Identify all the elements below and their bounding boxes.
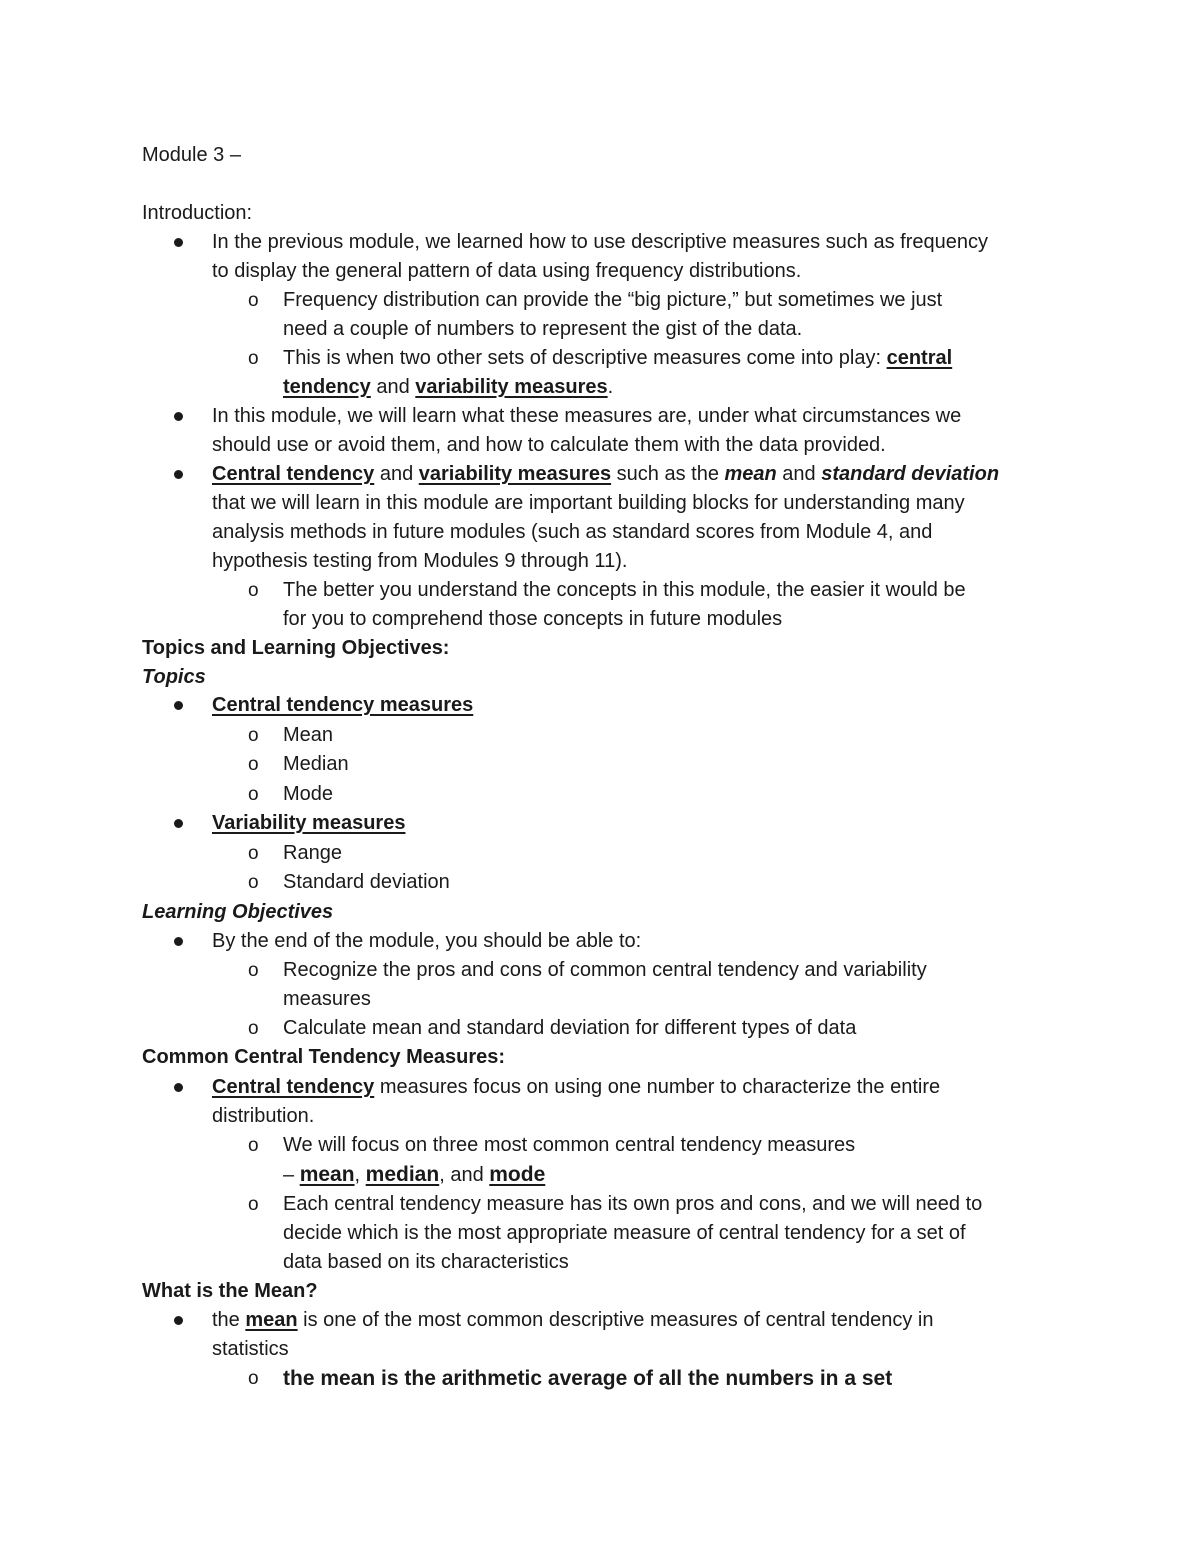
intro-bullet-2-line-2: should use or avoid them, and how to calculate them with the data provided. xyxy=(212,434,886,456)
text-run: . xyxy=(607,376,614,398)
sub-bullet-icon: o xyxy=(248,843,259,864)
sub-bullet-icon: o xyxy=(248,580,259,601)
intro-bullet-3-line-4: hypothesis testing from Modules 9 through 11). xyxy=(212,550,628,572)
text-run: and xyxy=(374,463,419,485)
intro-sub-1-line-1: Frequency distribution can provide the “big picture,” but sometimes we just xyxy=(283,289,943,311)
term-variability-measures: variability measures xyxy=(415,376,608,398)
term-central-tendency: Central tendency xyxy=(212,1076,375,1098)
heading-introduction: Introduction: xyxy=(142,202,253,224)
topic-item-range: Range xyxy=(283,842,342,864)
intro-bullet-1-line-2: to display the general pattern of data using frequency distributions. xyxy=(212,260,802,282)
sub-bullet-icon: o xyxy=(248,290,259,311)
sub-bullet-icon: o xyxy=(248,348,259,369)
sub-bullet-icon: o xyxy=(248,1135,259,1156)
topic-item-mode: Mode xyxy=(283,783,334,805)
common-sub-1-line-2 xyxy=(283,1160,545,1189)
common-sub-1-line-1: We will focus on three most common central tendency measures xyxy=(283,1134,856,1156)
objective-bullet: By the end of the module, you should be able to: xyxy=(212,930,642,952)
sub-bullet-icon: o xyxy=(248,784,259,805)
text-run: and xyxy=(776,463,822,485)
common-bullet-1-line-1 xyxy=(212,1073,940,1102)
heading-topics-objectives: Topics and Learning Objectives: xyxy=(142,637,450,659)
text-run: is one of the most common descriptive measures of central tendency in xyxy=(297,1309,934,1331)
sub-bullet-icon: o xyxy=(248,872,259,893)
sub-bullet-icon: o xyxy=(248,960,259,981)
objective-2: Calculate mean and standard deviation for different types of data xyxy=(283,1017,857,1039)
intro-sub-3-line-2: for you to comprehend those concepts in future modules xyxy=(283,608,783,630)
term-mean: mean xyxy=(299,1163,355,1186)
term-mode: mode xyxy=(489,1163,546,1186)
bullet-icon xyxy=(174,819,183,828)
sub-bullet-icon: o xyxy=(248,1368,259,1389)
bullet-icon xyxy=(174,412,183,421)
intro-bullet-2-line-1: In this module, we will learn what these measures are, under what circumstances we xyxy=(212,405,962,427)
term-tendency: tendency xyxy=(283,376,371,398)
topic-variability: Variability measures xyxy=(212,812,406,834)
mean-bullet-1-line-2: statistics xyxy=(212,1338,289,1360)
text-run: , xyxy=(354,1164,366,1186)
common-bullet-1-line-2: distribution. xyxy=(212,1105,315,1127)
term-central-tendency: Central tendency xyxy=(212,463,375,485)
bullet-icon xyxy=(174,937,183,946)
intro-sub-2-line-1 xyxy=(283,344,952,373)
bullet-icon xyxy=(174,1316,183,1325)
heading-what-is-mean: What is the Mean? xyxy=(142,1280,318,1302)
text-run: the xyxy=(212,1309,246,1331)
common-sub-2-line-1: Each central tendency measure has its own pros and cons, and we will need to xyxy=(283,1193,983,1215)
document-title: Module 3 – xyxy=(142,144,241,166)
common-sub-2-line-3: data based on its characteristics xyxy=(283,1251,569,1273)
subheading-topics: Topics xyxy=(142,666,206,688)
term-central: central xyxy=(886,347,953,369)
heading-common-central-tendency: Common Central Tendency Measures: xyxy=(142,1046,506,1068)
term-mean: mean xyxy=(245,1309,298,1331)
sub-bullet-icon: o xyxy=(248,725,259,746)
intro-sub-2-line-2 xyxy=(283,373,613,402)
text-run: measures focus on using one number to characterize the entire xyxy=(374,1076,941,1098)
bullet-icon xyxy=(174,701,183,710)
text-run: This is when two other sets of descriptive measures come into play: xyxy=(283,347,887,369)
text-run: – xyxy=(283,1164,300,1186)
term-standard-deviation: standard deviation xyxy=(821,463,1000,485)
mean-definition: the mean is the arithmetic average of all the numbers in a set xyxy=(283,1367,893,1390)
topic-item-median: Median xyxy=(283,753,349,775)
intro-sub-3-line-1: The better you understand the concepts in this module, the easier it would be xyxy=(283,579,966,601)
objective-1-line-2: measures xyxy=(283,988,371,1010)
intro-bullet-3-line-2: that we will learn in this module are important building blocks for understanding many xyxy=(212,492,965,514)
text-run: and xyxy=(370,376,416,398)
topic-central-tendency: Central tendency measures xyxy=(212,694,474,716)
bullet-icon xyxy=(174,1083,183,1092)
text-run: such as the xyxy=(611,463,725,485)
sub-bullet-icon: o xyxy=(248,1194,259,1215)
mean-bullet-1-line-1 xyxy=(212,1306,933,1335)
term-mean: mean xyxy=(724,463,777,485)
sub-bullet-icon: o xyxy=(248,754,259,775)
intro-bullet-3-line-1 xyxy=(212,460,999,489)
bullet-icon xyxy=(174,238,183,247)
intro-sub-1-line-2: need a couple of numbers to represent the gist of the data. xyxy=(283,318,803,340)
term-variability-measures: variability measures xyxy=(418,463,612,485)
objective-1-line-1: Recognize the pros and cons of common central tendency and variability xyxy=(283,959,927,981)
intro-bullet-3-line-3: analysis methods in future modules (such as standard scores from Module 4, and xyxy=(212,521,933,543)
common-sub-2-line-2: decide which is the most appropriate measure of central tendency for a set of xyxy=(283,1222,966,1244)
text-run: , and xyxy=(439,1164,490,1186)
subheading-learning-objectives: Learning Objectives xyxy=(142,901,334,923)
bullet-icon xyxy=(174,470,183,479)
topic-item-standard-deviation: Standard deviation xyxy=(283,871,450,893)
term-median: median xyxy=(365,1163,440,1186)
sub-bullet-icon: o xyxy=(248,1018,259,1039)
intro-bullet-1-line-1: In the previous module, we learned how to use descriptive measures such as frequency xyxy=(212,231,988,253)
topic-item-mean: Mean xyxy=(283,724,334,746)
